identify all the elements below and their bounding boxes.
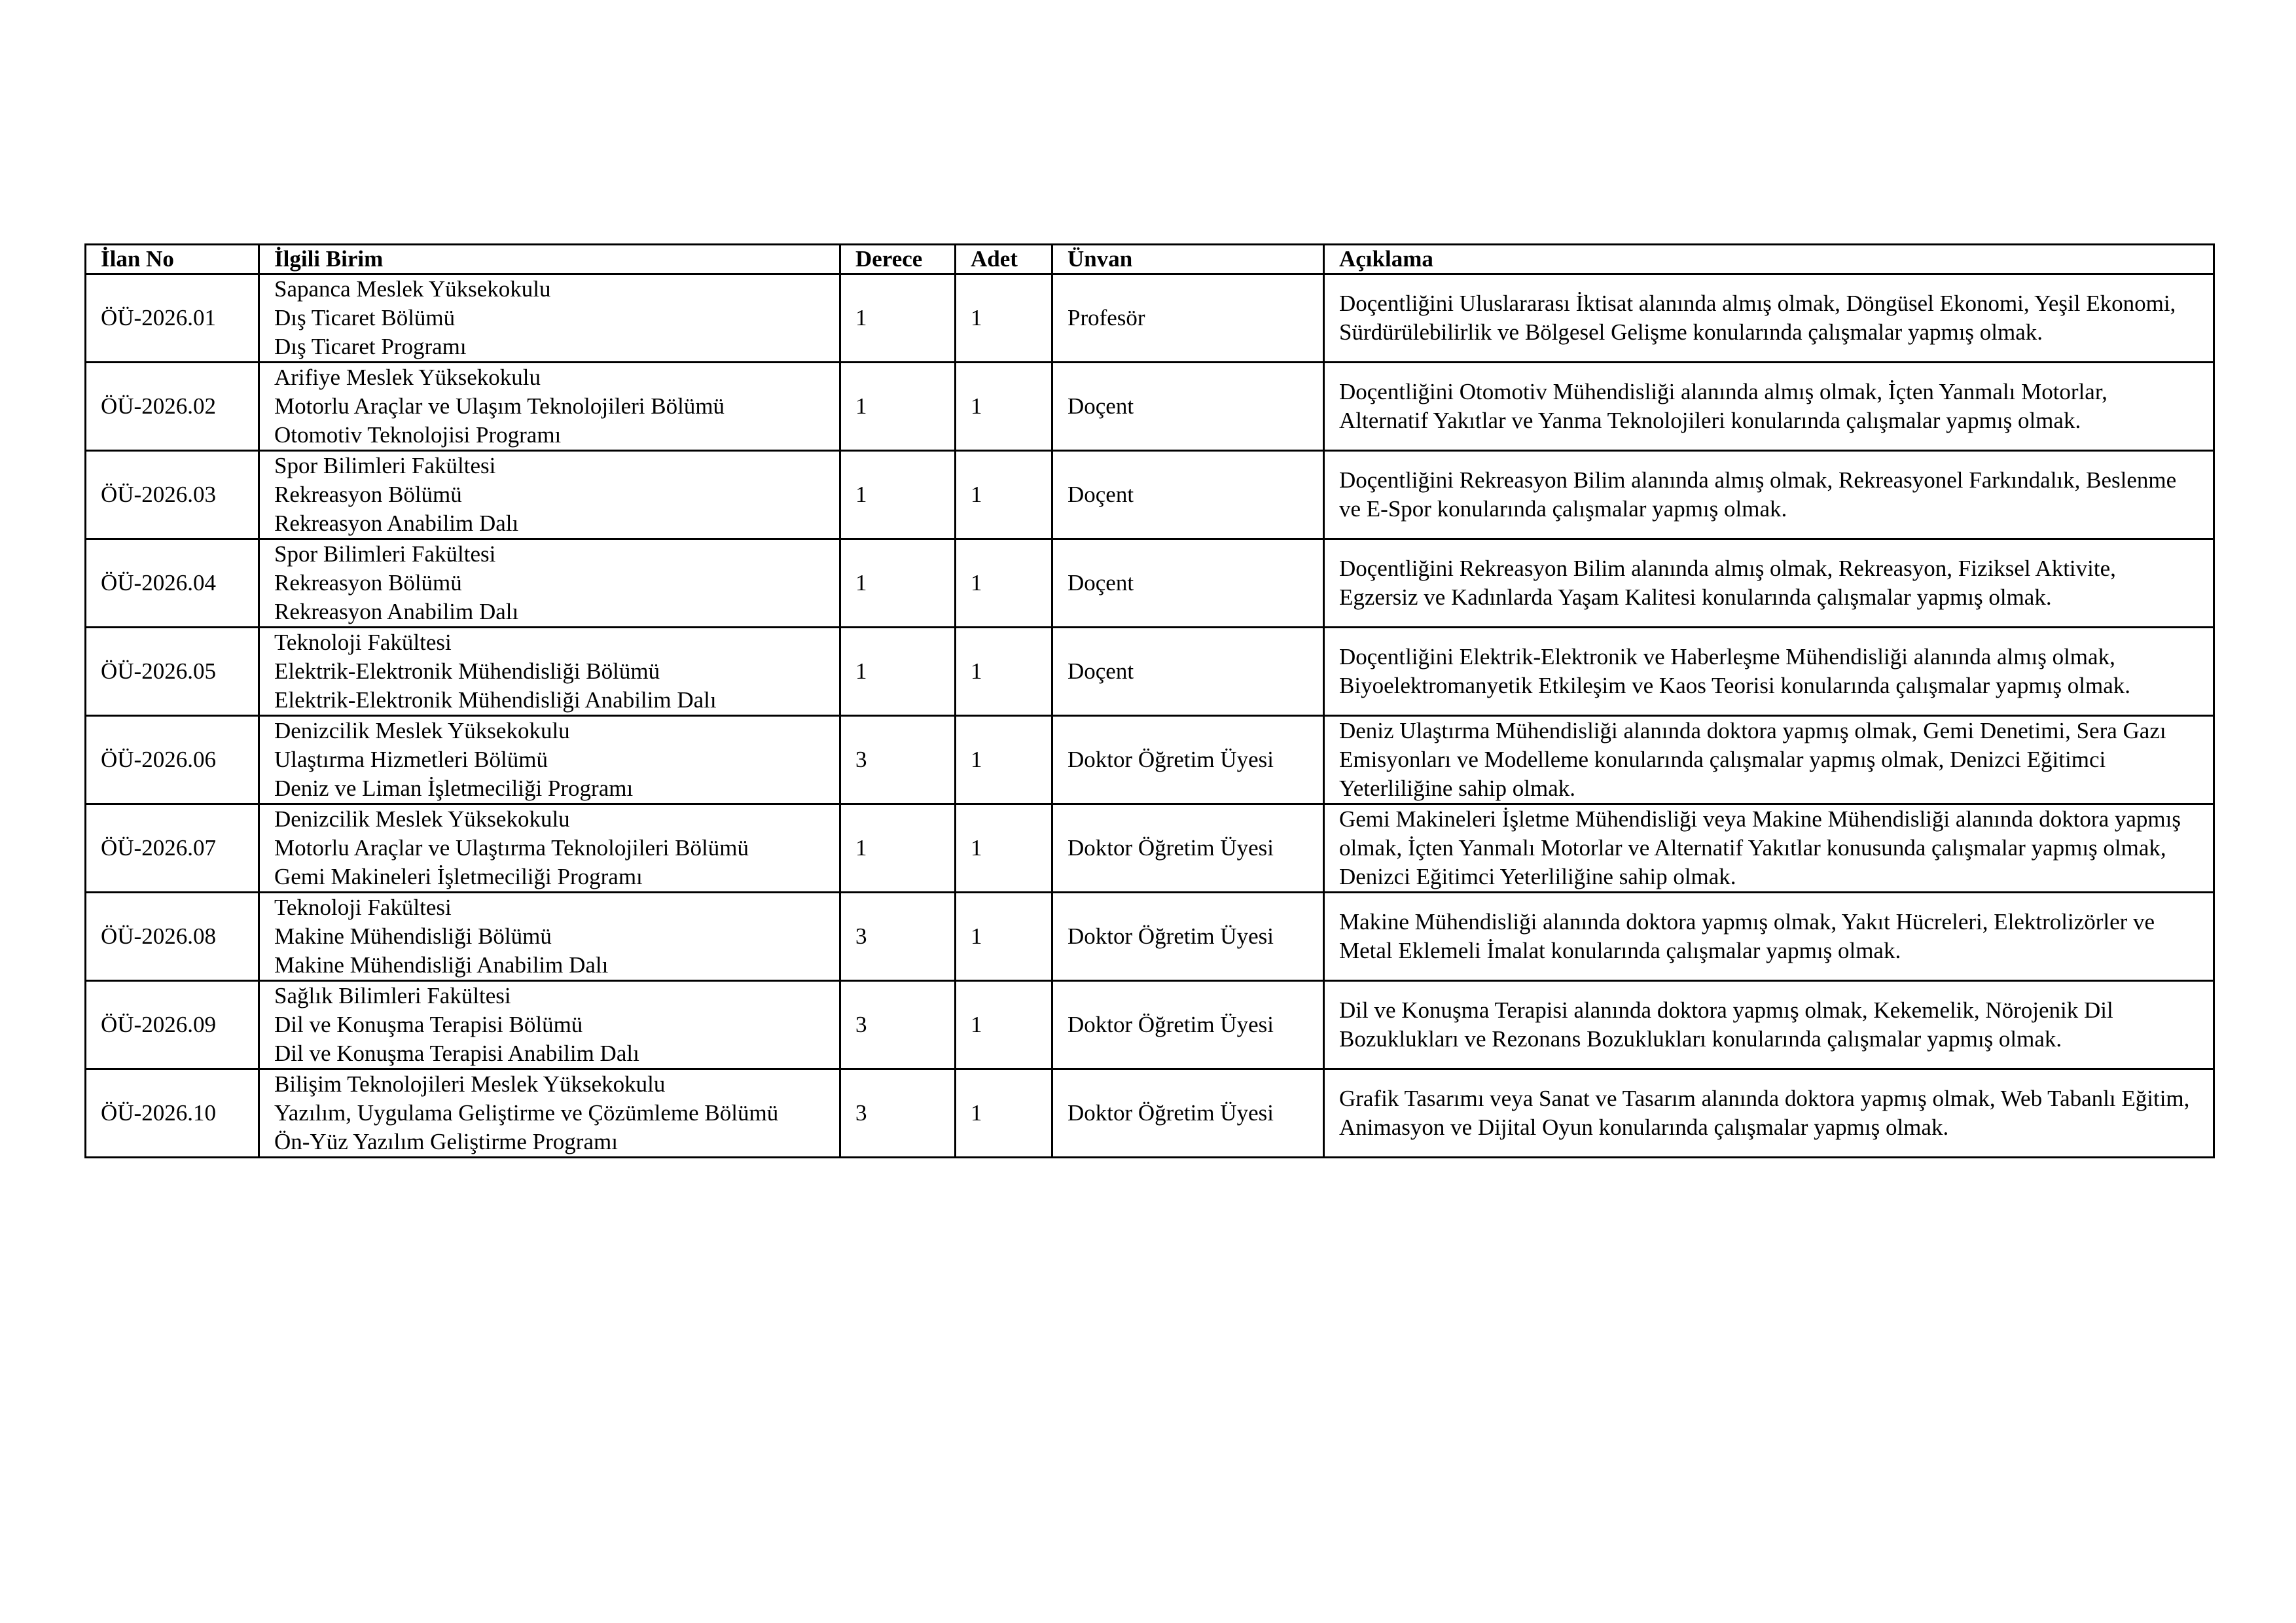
aciklama-cell: Makine Mühendisliği alanında doktora yapmış olmak, Yakıt Hücreleri, Elektrolizörler ve Metal Eklemeli İmalat konularında çalışmalar yapmış olmak. bbox=[1324, 893, 2214, 981]
unit-faculty: Denizcilik Meslek Yüksekokulu bbox=[274, 718, 570, 743]
ilan-no-cell: ÖÜ-2026.08 bbox=[86, 893, 259, 981]
unit-cell bbox=[259, 628, 840, 716]
unit-program: Gemi Makineleri İşletmeciliği Programı bbox=[274, 864, 643, 889]
header-derece: Derece bbox=[840, 245, 956, 274]
unvan-cell: Doçent bbox=[1052, 539, 1324, 628]
unit-department: Ulaştırma Hizmetleri Bölümü bbox=[274, 747, 548, 772]
ilan-no-cell: ÖÜ-2026.06 bbox=[86, 716, 259, 804]
unit-program: Rekreasyon Anabilim Dalı bbox=[274, 510, 519, 536]
header-adet: Adet bbox=[956, 245, 1052, 274]
aciklama-cell: Deniz Ulaştırma Mühendisliği alanında doktora yapmış olmak, Gemi Denetimi, Sera Gazı Emisyonları ve Modelleme konularında çalışmalar yapmış olmak, Denizci Eğitimci Yeterliliğine sahip olmak. bbox=[1324, 716, 2214, 804]
unit-cell bbox=[259, 363, 840, 451]
unit-department: Rekreasyon Bölümü bbox=[274, 570, 462, 596]
adet-cell: 1 bbox=[956, 981, 1052, 1069]
unit-program: Deniz ve Liman İşletmeciliği Programı bbox=[274, 776, 634, 801]
derece-cell: 3 bbox=[840, 893, 956, 981]
unit-cell bbox=[259, 804, 840, 893]
adet-cell: 1 bbox=[956, 628, 1052, 716]
table-row bbox=[86, 893, 2214, 981]
position-listing-table bbox=[84, 243, 2215, 1158]
unit-faculty: Spor Bilimleri Fakültesi bbox=[274, 541, 496, 567]
derece-cell: 1 bbox=[840, 804, 956, 893]
unit-faculty: Teknoloji Fakültesi bbox=[274, 630, 452, 655]
unit-program: Makine Mühendisliği Anabilim Dalı bbox=[274, 952, 609, 978]
unit-department: Motorlu Araçlar ve Ulaşım Teknolojileri Bölümü bbox=[274, 393, 725, 419]
unvan-cell: Doçent bbox=[1052, 363, 1324, 451]
unit-cell bbox=[259, 981, 840, 1069]
unit-cell bbox=[259, 451, 840, 539]
ilan-no-cell: ÖÜ-2026.01 bbox=[86, 274, 259, 363]
unit-faculty: Bilişim Teknolojileri Meslek Yüksekokulu bbox=[274, 1071, 666, 1097]
unvan-cell: Doktor Öğretim Üyesi bbox=[1052, 1069, 1324, 1158]
adet-cell: 1 bbox=[956, 451, 1052, 539]
adet-cell: 1 bbox=[956, 1069, 1052, 1158]
aciklama-cell: Dil ve Konuşma Terapisi alanında doktora yapmış olmak, Kekemelik, Nörojenik Dil Bozuklukları ve Rezonans Bozuklukları konularında çalışmalar yapmış olmak. bbox=[1324, 981, 2214, 1069]
ilan-no-cell: ÖÜ-2026.09 bbox=[86, 981, 259, 1069]
unit-program: Otomotiv Teknolojisi Programı bbox=[274, 422, 562, 448]
table-row bbox=[86, 1069, 2214, 1158]
unvan-cell: Doçent bbox=[1052, 451, 1324, 539]
table-row bbox=[86, 981, 2214, 1069]
unit-cell bbox=[259, 1069, 840, 1158]
unit-program: Dil ve Konuşma Terapisi Anabilim Dalı bbox=[274, 1041, 639, 1066]
aciklama-cell: Doçentliğini Rekreasyon Bilim alanında almış olmak, Rekreasyon, Fiziksel Aktivite, Egzersiz ve Kadınlarda Yaşam Kalitesi konularında çalışmalar yapmış olmak. bbox=[1324, 539, 2214, 628]
unit-faculty: Spor Bilimleri Fakültesi bbox=[274, 453, 496, 478]
unit-department: Motorlu Araçlar ve Ulaştırma Teknolojileri Bölümü bbox=[274, 835, 749, 861]
derece-cell: 1 bbox=[840, 451, 956, 539]
adet-cell: 1 bbox=[956, 539, 1052, 628]
derece-cell: 3 bbox=[840, 1069, 956, 1158]
unit-faculty: Teknoloji Fakültesi bbox=[274, 895, 452, 920]
unvan-cell: Doktor Öğretim Üyesi bbox=[1052, 893, 1324, 981]
unit-cell bbox=[259, 539, 840, 628]
derece-cell: 1 bbox=[840, 628, 956, 716]
unit-cell bbox=[259, 274, 840, 363]
header-ilgili-birim: İlgili Birim bbox=[259, 245, 840, 274]
aciklama-cell: Doçentliğini Uluslararası İktisat alanında almış olmak, Döngüsel Ekonomi, Yeşil Ekonomi, Sürdürülebilirlik ve Bölgesel Gelişme konularında çalışmalar yapmış olmak. bbox=[1324, 274, 2214, 363]
table-row bbox=[86, 363, 2214, 451]
aciklama-cell: Doçentliğini Elektrik-Elektronik ve Haberleşme Mühendisliği alanında almış olmak, Biyoelektromanyetik Etkileşim ve Kaos Teorisi konularında çalışmalar yapmış olmak. bbox=[1324, 628, 2214, 716]
table-row bbox=[86, 628, 2214, 716]
unvan-cell: Doktor Öğretim Üyesi bbox=[1052, 981, 1324, 1069]
table-row bbox=[86, 451, 2214, 539]
table-row bbox=[86, 274, 2214, 363]
adet-cell: 1 bbox=[956, 363, 1052, 451]
header-aciklama: Açıklama bbox=[1324, 245, 2214, 274]
aciklama-cell: Doçentliğini Otomotiv Mühendisliği alanında almış olmak, İçten Yanmalı Motorlar, Alternatif Yakıtlar ve Yanma Teknolojileri konularında çalışmalar yapmış olmak. bbox=[1324, 363, 2214, 451]
unit-faculty: Arifiye Meslek Yüksekokulu bbox=[274, 365, 541, 390]
unvan-cell: Doçent bbox=[1052, 628, 1324, 716]
derece-cell: 1 bbox=[840, 539, 956, 628]
unit-faculty: Sapanca Meslek Yüksekokulu bbox=[274, 276, 551, 302]
unit-department: Dil ve Konuşma Terapisi Bölümü bbox=[274, 1012, 583, 1037]
aciklama-cell: Grafik Tasarımı veya Sanat ve Tasarım alanında doktora yapmış olmak, Web Tabanlı Eğitim, Animasyon ve Dijital Oyun konularında çalışmalar yapmış olmak. bbox=[1324, 1069, 2214, 1158]
unit-cell bbox=[259, 893, 840, 981]
unvan-cell: Profesör bbox=[1052, 274, 1324, 363]
adet-cell: 1 bbox=[956, 893, 1052, 981]
unit-program: Ön-Yüz Yazılım Geliştirme Programı bbox=[274, 1129, 618, 1154]
aciklama-cell: Doçentliğini Rekreasyon Bilim alanında almış olmak, Rekreasyonel Farkındalık, Beslenme ve E-Spor konularında çalışmalar yapmış olmak. bbox=[1324, 451, 2214, 539]
unvan-cell: Doktor Öğretim Üyesi bbox=[1052, 716, 1324, 804]
ilan-no-cell: ÖÜ-2026.03 bbox=[86, 451, 259, 539]
derece-cell: 1 bbox=[840, 274, 956, 363]
unit-department: Dış Ticaret Bölümü bbox=[274, 305, 456, 330]
derece-cell: 3 bbox=[840, 716, 956, 804]
adet-cell: 1 bbox=[956, 716, 1052, 804]
ilan-no-cell: ÖÜ-2026.04 bbox=[86, 539, 259, 628]
unit-program: Rekreasyon Anabilim Dalı bbox=[274, 599, 519, 624]
ilan-no-cell: ÖÜ-2026.10 bbox=[86, 1069, 259, 1158]
adet-cell: 1 bbox=[956, 804, 1052, 893]
unit-department: Makine Mühendisliği Bölümü bbox=[274, 923, 552, 949]
ilan-no-cell: ÖÜ-2026.05 bbox=[86, 628, 259, 716]
unit-department: Rekreasyon Bölümü bbox=[274, 482, 462, 507]
table-row bbox=[86, 716, 2214, 804]
table-row bbox=[86, 804, 2214, 893]
derece-cell: 3 bbox=[840, 981, 956, 1069]
ilan-no-cell: ÖÜ-2026.02 bbox=[86, 363, 259, 451]
derece-cell: 1 bbox=[840, 363, 956, 451]
header-ilan-no: İlan No bbox=[86, 245, 259, 274]
unit-program: Dış Ticaret Programı bbox=[274, 334, 467, 359]
document-page bbox=[84, 243, 2213, 1158]
unit-program: Elektrik-Elektronik Mühendisliği Anabilim Dalı bbox=[274, 687, 717, 713]
aciklama-cell: Gemi Makineleri İşletme Mühendisliği veya Makine Mühendisliği alanında doktora yapmış olmak, İçten Yanmalı Motorlar ve Alternatif Yakıtlar konusunda çalışmalar yapmış olmak, Denizci Eğitimci Yeterliliğine sahip olmak. bbox=[1324, 804, 2214, 893]
header-unvan: Ünvan bbox=[1052, 245, 1324, 274]
table-row bbox=[86, 539, 2214, 628]
unit-department: Elektrik-Elektronik Mühendisliği Bölümü bbox=[274, 658, 660, 684]
unit-faculty: Sağlık Bilimleri Fakültesi bbox=[274, 983, 511, 1008]
unit-faculty: Denizcilik Meslek Yüksekokulu bbox=[274, 806, 570, 832]
adet-cell: 1 bbox=[956, 274, 1052, 363]
unvan-cell: Doktor Öğretim Üyesi bbox=[1052, 804, 1324, 893]
table-header-row bbox=[86, 245, 2214, 274]
unit-cell bbox=[259, 716, 840, 804]
ilan-no-cell: ÖÜ-2026.07 bbox=[86, 804, 259, 893]
unit-department: Yazılım, Uygulama Geliştirme ve Çözümleme Bölümü bbox=[274, 1100, 779, 1126]
